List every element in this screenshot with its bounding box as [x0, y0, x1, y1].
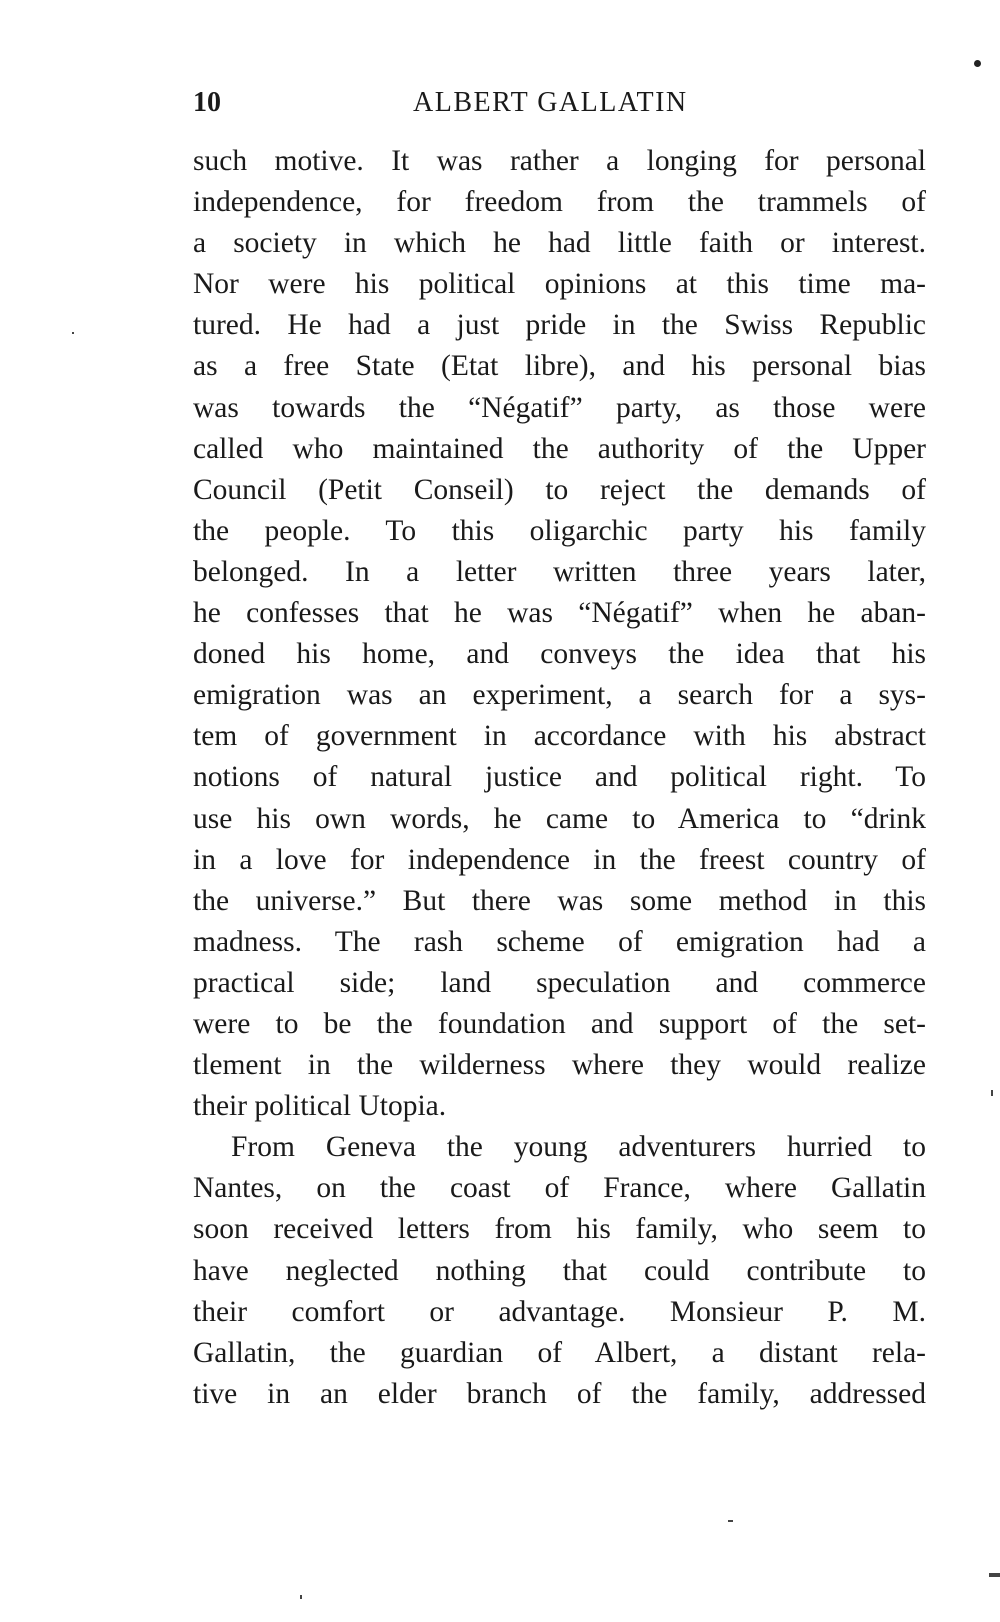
text-line: tlement in the wilderness where they would realize: [193, 1049, 926, 1082]
text-line: tem of government in accordance with his abstract: [193, 720, 926, 753]
text-line: Nor were his political opinions at this time ma-: [193, 268, 926, 301]
page-header: [193, 83, 926, 123]
text-line: the universe.” But there was some method in this: [193, 884, 926, 917]
text-line: he confesses that he was “Négatif” when he aban-: [193, 597, 926, 630]
scan-speck: [974, 60, 981, 67]
scan-speck: [728, 1520, 733, 1522]
text-line: a society in which he had little faith or interest.: [193, 227, 926, 260]
scan-speck: [989, 1573, 1000, 1577]
text-line: as a free State (Etat libre), and his personal bias: [193, 350, 926, 383]
paragraph-2: [193, 1127, 926, 1415]
text-line: was towards the “Négatif” party, as those were: [193, 391, 926, 424]
text-line: soon received letters from his family, who seem to: [193, 1213, 926, 1246]
text-line: belonged. In a letter written three years later,: [193, 555, 926, 588]
text-line: in a love for independence in the freest country of: [193, 843, 926, 876]
text-line: tured. He had a just pride in the Swiss Republic: [193, 309, 926, 342]
text-line: their comfort or advantage. Monsieur P. M.: [193, 1295, 926, 1328]
text-line: practical side; land speculation and commerce: [193, 966, 926, 999]
text-line: doned his home, and conveys the idea that his: [193, 638, 926, 671]
text-line: were to be the foundation and support of the set-: [193, 1007, 926, 1040]
text-line: called who maintained the authority of the Upper: [193, 432, 926, 465]
text-line: their political Utopia.: [193, 1090, 447, 1123]
paragraph-1: [193, 141, 926, 1127]
body-text: [193, 141, 926, 1415]
text-line: madness. The rash scheme of emigration had a: [193, 925, 926, 958]
text-line: such motive. It was rather a longing for personal: [193, 145, 926, 177]
text-line: emigration was an experiment, a search for a sys-: [193, 679, 926, 712]
text-line: Gallatin, the guardian of Albert, a distant rela-: [193, 1336, 926, 1369]
page-number: 10: [193, 87, 221, 118]
scan-speck: [991, 1090, 993, 1096]
text-line: the people. To this oligarchic party his family: [193, 514, 926, 547]
text-line: Council (Petit Conseil) to reject the demands of: [193, 473, 926, 506]
running-head: ALBERT GALLATIN: [413, 87, 688, 118]
text-line: From Geneva the young adventurers hurried to: [231, 1131, 926, 1164]
scan-speck: [300, 1595, 302, 1599]
scan-speck: [72, 332, 74, 334]
text-line: notions of natural justice and political right. To: [193, 761, 926, 794]
text-line: use his own words, he came to America to “drink: [193, 802, 926, 835]
text-line: tive in an elder branch of the family, addressed: [193, 1377, 926, 1410]
text-line: Nantes, on the coast of France, where Gallatin: [193, 1172, 926, 1205]
text-line: independence, for freedom from the trammels of: [193, 186, 926, 219]
text-line: have neglected nothing that could contribute to: [193, 1254, 926, 1287]
